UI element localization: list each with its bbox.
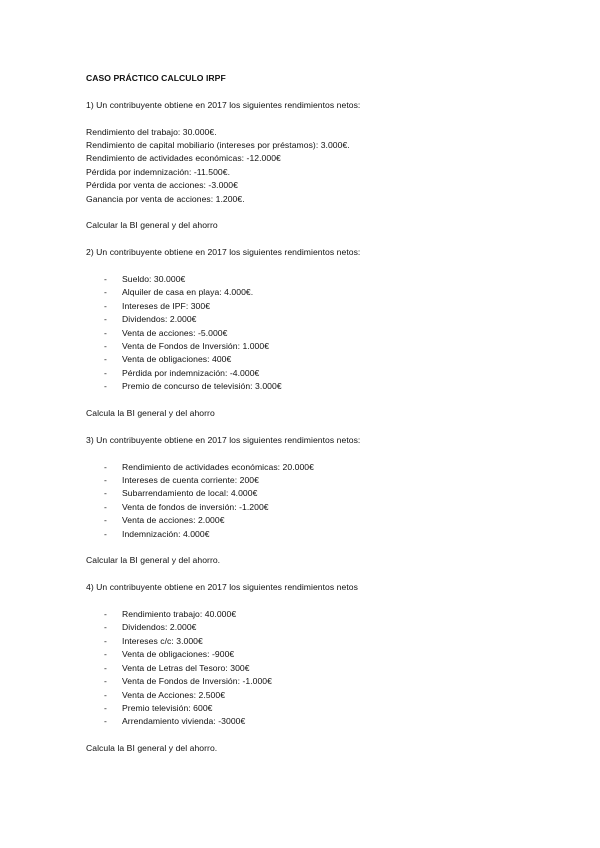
dash-bullet: -	[104, 274, 107, 285]
question-4: 4) Un contribuyente obtiene en 2017 los siguientes rendimientos netos	[86, 582, 358, 593]
list-item: - Venta de Acciones: 2.500€	[86, 689, 566, 702]
list-item: Rendimiento de actividades económicas: -12.000€	[86, 153, 281, 164]
list-item: Rendimiento del trabajo: 30.000€.	[86, 126, 217, 137]
question-4-items	[86, 608, 566, 729]
dash-bullet: -	[104, 528, 107, 539]
list-item: - Dividendos: 2.000€	[86, 313, 566, 326]
instruction-4: Calcula la BI general y del ahorro.	[86, 743, 218, 754]
question-3: 3) Un contribuyente obtiene en 2017 los siguientes rendimientos netos:	[86, 434, 361, 445]
list-item: - Venta de obligaciones: -900€	[86, 648, 566, 661]
list-item: - Arrendamiento vivienda: -3000€	[86, 715, 566, 728]
list-item: - Alquiler de casa en playa: 4.000€.	[86, 286, 566, 299]
list-item: - Venta de Fondos de Inversión: 1.000€	[86, 340, 566, 353]
dash-bullet: -	[104, 515, 107, 526]
dash-bullet: -	[104, 461, 107, 472]
question-2: 2) Un contribuyente obtiene en 2017 los siguientes rendimientos netos:	[86, 247, 361, 258]
question-1: 1) Un contribuyente obtiene en 2017 los siguientes rendimientos netos:	[86, 99, 361, 110]
list-item: - Premio de concurso de televisión: 3.000€	[86, 380, 566, 393]
list-item: - Venta de Fondos de Inversión: -1.000€	[86, 675, 566, 688]
document-title: CASO PRÁCTICO CALCULO IRPF	[86, 73, 226, 83]
dash-bullet: -	[104, 702, 107, 713]
dash-bullet: -	[104, 649, 107, 660]
list-item: - Venta de acciones: 2.000€	[86, 514, 566, 527]
document-body	[86, 72, 566, 769]
list-item: Ganancia por venta de acciones: 1.200€.	[86, 193, 245, 204]
list-item: - Premio televisión: 600€	[86, 702, 566, 715]
dash-bullet: -	[104, 300, 107, 311]
instruction-1: Calcular la BI general y del ahorro	[86, 220, 218, 231]
question-1-items	[86, 126, 566, 206]
list-item: - Rendimiento trabajo: 40.000€	[86, 608, 566, 621]
list-item: - Rendimiento de actividades económicas: 20.000€	[86, 461, 566, 474]
dash-bullet: -	[104, 635, 107, 646]
dash-bullet: -	[104, 488, 107, 499]
dash-bullet: -	[104, 676, 107, 687]
list-item: - Intereses c/c: 3.000€	[86, 635, 566, 648]
dash-bullet: -	[104, 354, 107, 365]
dash-bullet: -	[104, 475, 107, 486]
list-item: - Pérdida por indemnización: -4.000€	[86, 367, 566, 380]
dash-bullet: -	[104, 622, 107, 633]
question-3-items	[86, 461, 566, 541]
dash-bullet: -	[104, 689, 107, 700]
list-item: - Venta de Letras del Tesoro: 300€	[86, 662, 566, 675]
instruction-2: Calcula la BI general y del ahorro	[86, 408, 215, 419]
list-item: - Intereses de cuenta corriente: 200€	[86, 474, 566, 487]
dash-bullet: -	[104, 367, 107, 378]
list-item: Pérdida por indemnización: -11.500€.	[86, 166, 231, 177]
list-item: - Dividendos: 2.000€	[86, 621, 566, 634]
dash-bullet: -	[104, 287, 107, 298]
question-2-items	[86, 273, 566, 394]
list-item: - Intereses de IPF: 300€	[86, 300, 566, 313]
list-item: Rendimiento de capital mobiliario (intereses por préstamos): 3.000€.	[86, 140, 350, 150]
list-item: - Sueldo: 30.000€	[86, 273, 566, 286]
list-item: - Indemnización: 4.000€	[86, 528, 566, 541]
dash-bullet: -	[104, 716, 107, 727]
list-item: - Venta de obligaciones: 400€	[86, 353, 566, 366]
list-item: Pérdida por venta de acciones: -3.000€	[86, 180, 238, 191]
list-item: - Subarrendamiento de local: 4.000€	[86, 487, 566, 500]
list-item: - Venta de fondos de inversión: -1.200€	[86, 501, 566, 514]
dash-bullet: -	[104, 314, 107, 325]
dash-bullet: -	[104, 662, 107, 673]
dash-bullet: -	[104, 341, 107, 352]
instruction-3: Calcular la BI general y del ahorro.	[86, 555, 221, 566]
list-item: - Venta de acciones: -5.000€	[86, 327, 566, 340]
dash-bullet: -	[104, 609, 107, 620]
dash-bullet: -	[104, 327, 107, 338]
dash-bullet: -	[104, 381, 107, 392]
dash-bullet: -	[104, 501, 107, 512]
